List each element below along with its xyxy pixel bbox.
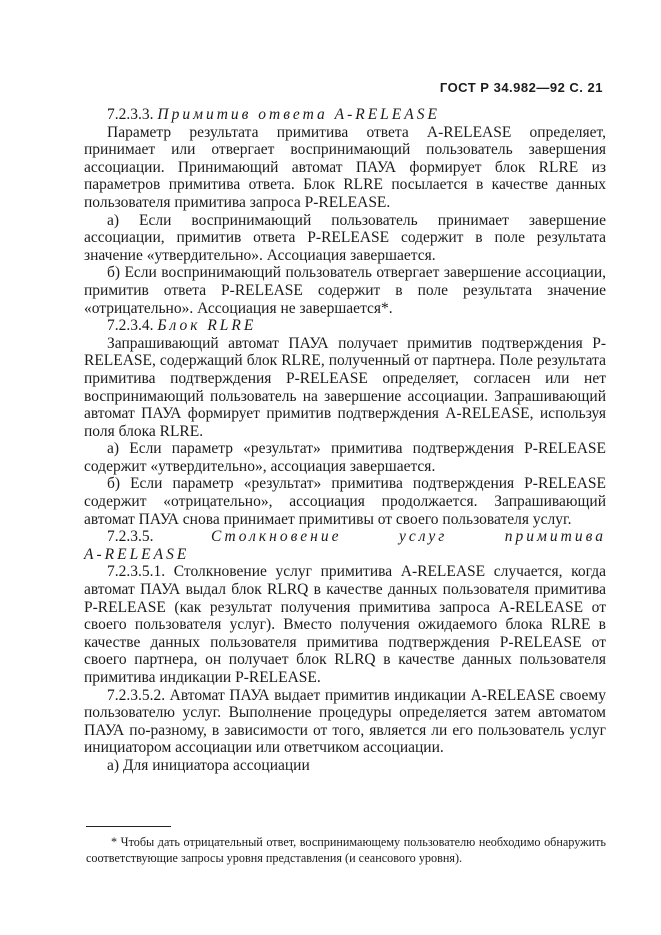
page-header: ГОСТ Р 34.982—92 С. 21 (439, 80, 603, 95)
paragraph: 7.2.3.5.2. Автомат ПАУА выдает примитив индикации A-RELEASE своему пользователю услуг. Выполнение процедуры определяется затем автоматом ПАУА по-разному, в зависимости от того, является ли его пользователь услуг инициатором ассоциации или ответчиком ассоциации. (84, 686, 606, 757)
section-title-word: услуг (399, 528, 448, 546)
footnote-text: * Чтобы дать отрицательный ответ, воспринимающему пользователю необходимо обнаружить соответствующие запросы уровня представления (и сеансового уровня). (86, 835, 606, 865)
section-title-word: Столкновение (211, 528, 342, 546)
section-title-word: A-RELEASE (84, 545, 190, 563)
footnote (86, 834, 606, 866)
paragraph: Запрашивающий автомат ПАУА получает примитив подтверждения P-RELEASE, содержащий блок RLRE, полученный от партнера. Поле результата примитива подтверждения P-RELEASE определяет, согласен или нет воспринимающий пользователь на завершение ассоциации. Запрашивающий автомат ПАУА формирует примитив подтверждения A-RELEASE, используя поля блока RLRE. (84, 334, 606, 440)
section-7-2-3-4-heading (84, 317, 606, 335)
section-title-continuation (84, 546, 606, 564)
paragraph: а) Если воспринимающий пользователь принимает завершение ассоциации, примитив ответа P-RELEASE содержит в поле результата значение «утвердительно». Ассоциация завершается. (84, 211, 606, 264)
paragraph: 7.2.3.5.1. Столкновение услуг примитива A-RELEASE случается, когда автомат ПАУА выдал блок RLRQ в качестве данных пользователя примитива P-RELEASE (как результат получения примитива запроса A-RELEASE от своего пользователя услуг). Вместо получения ожидаемого блока RLRE в качестве данных пользователя примитива подтверждения P-RELEASE от своего партнера, он получает блок RLRQ в качестве данных пользователя примитива индикации P-RELEASE. (84, 563, 606, 686)
paragraph: Параметр результата примитива ответа A-RELEASE определяет, принимает или отвергает воспринимающий пользователь завершения ассоциации. Принимающий автомат ПАУА формирует блок RLRE из параметров примитива ответа. Блок RLRE посылается в качестве данных пользователя примитива запроса P-RELEASE. (84, 123, 606, 211)
section-title-word: примитива (504, 528, 606, 546)
paragraph: а) Если параметр «результат» примитива подтверждения P-RELEASE содержит «утвердительно», ассоциация завершается. (84, 440, 606, 475)
footnote-divider (86, 826, 171, 827)
section-title: Блок RLRE (157, 317, 257, 335)
page-body (84, 106, 606, 775)
paragraph: а) Для инициатора ассоциации (107, 756, 310, 774)
paragraph: б) Если воспринимающий пользователь отвергает завершение ассоциации, примитив ответа P-RELEASE содержит в поле результата значение «отрицательно». Ассоциация не завершается*. (84, 264, 606, 317)
section-number: 7.2.3.3. (107, 106, 154, 123)
paragraph: б) Если параметр «результат» примитива подтверждения P-RELEASE содержит «отрицательно», ассоциация продолжается. Запрашивающий автомат ПАУА снова принимает примитивы от своего пользователя услуг. (84, 475, 606, 528)
section-title: Примитив ответа A-RELEASE (157, 106, 440, 123)
section-7-2-3-3-heading (84, 106, 606, 124)
section-number: 7.2.3.5. (107, 528, 154, 546)
section-number: 7.2.3.4. (107, 317, 154, 335)
section-7-2-3-5-heading (84, 528, 606, 546)
